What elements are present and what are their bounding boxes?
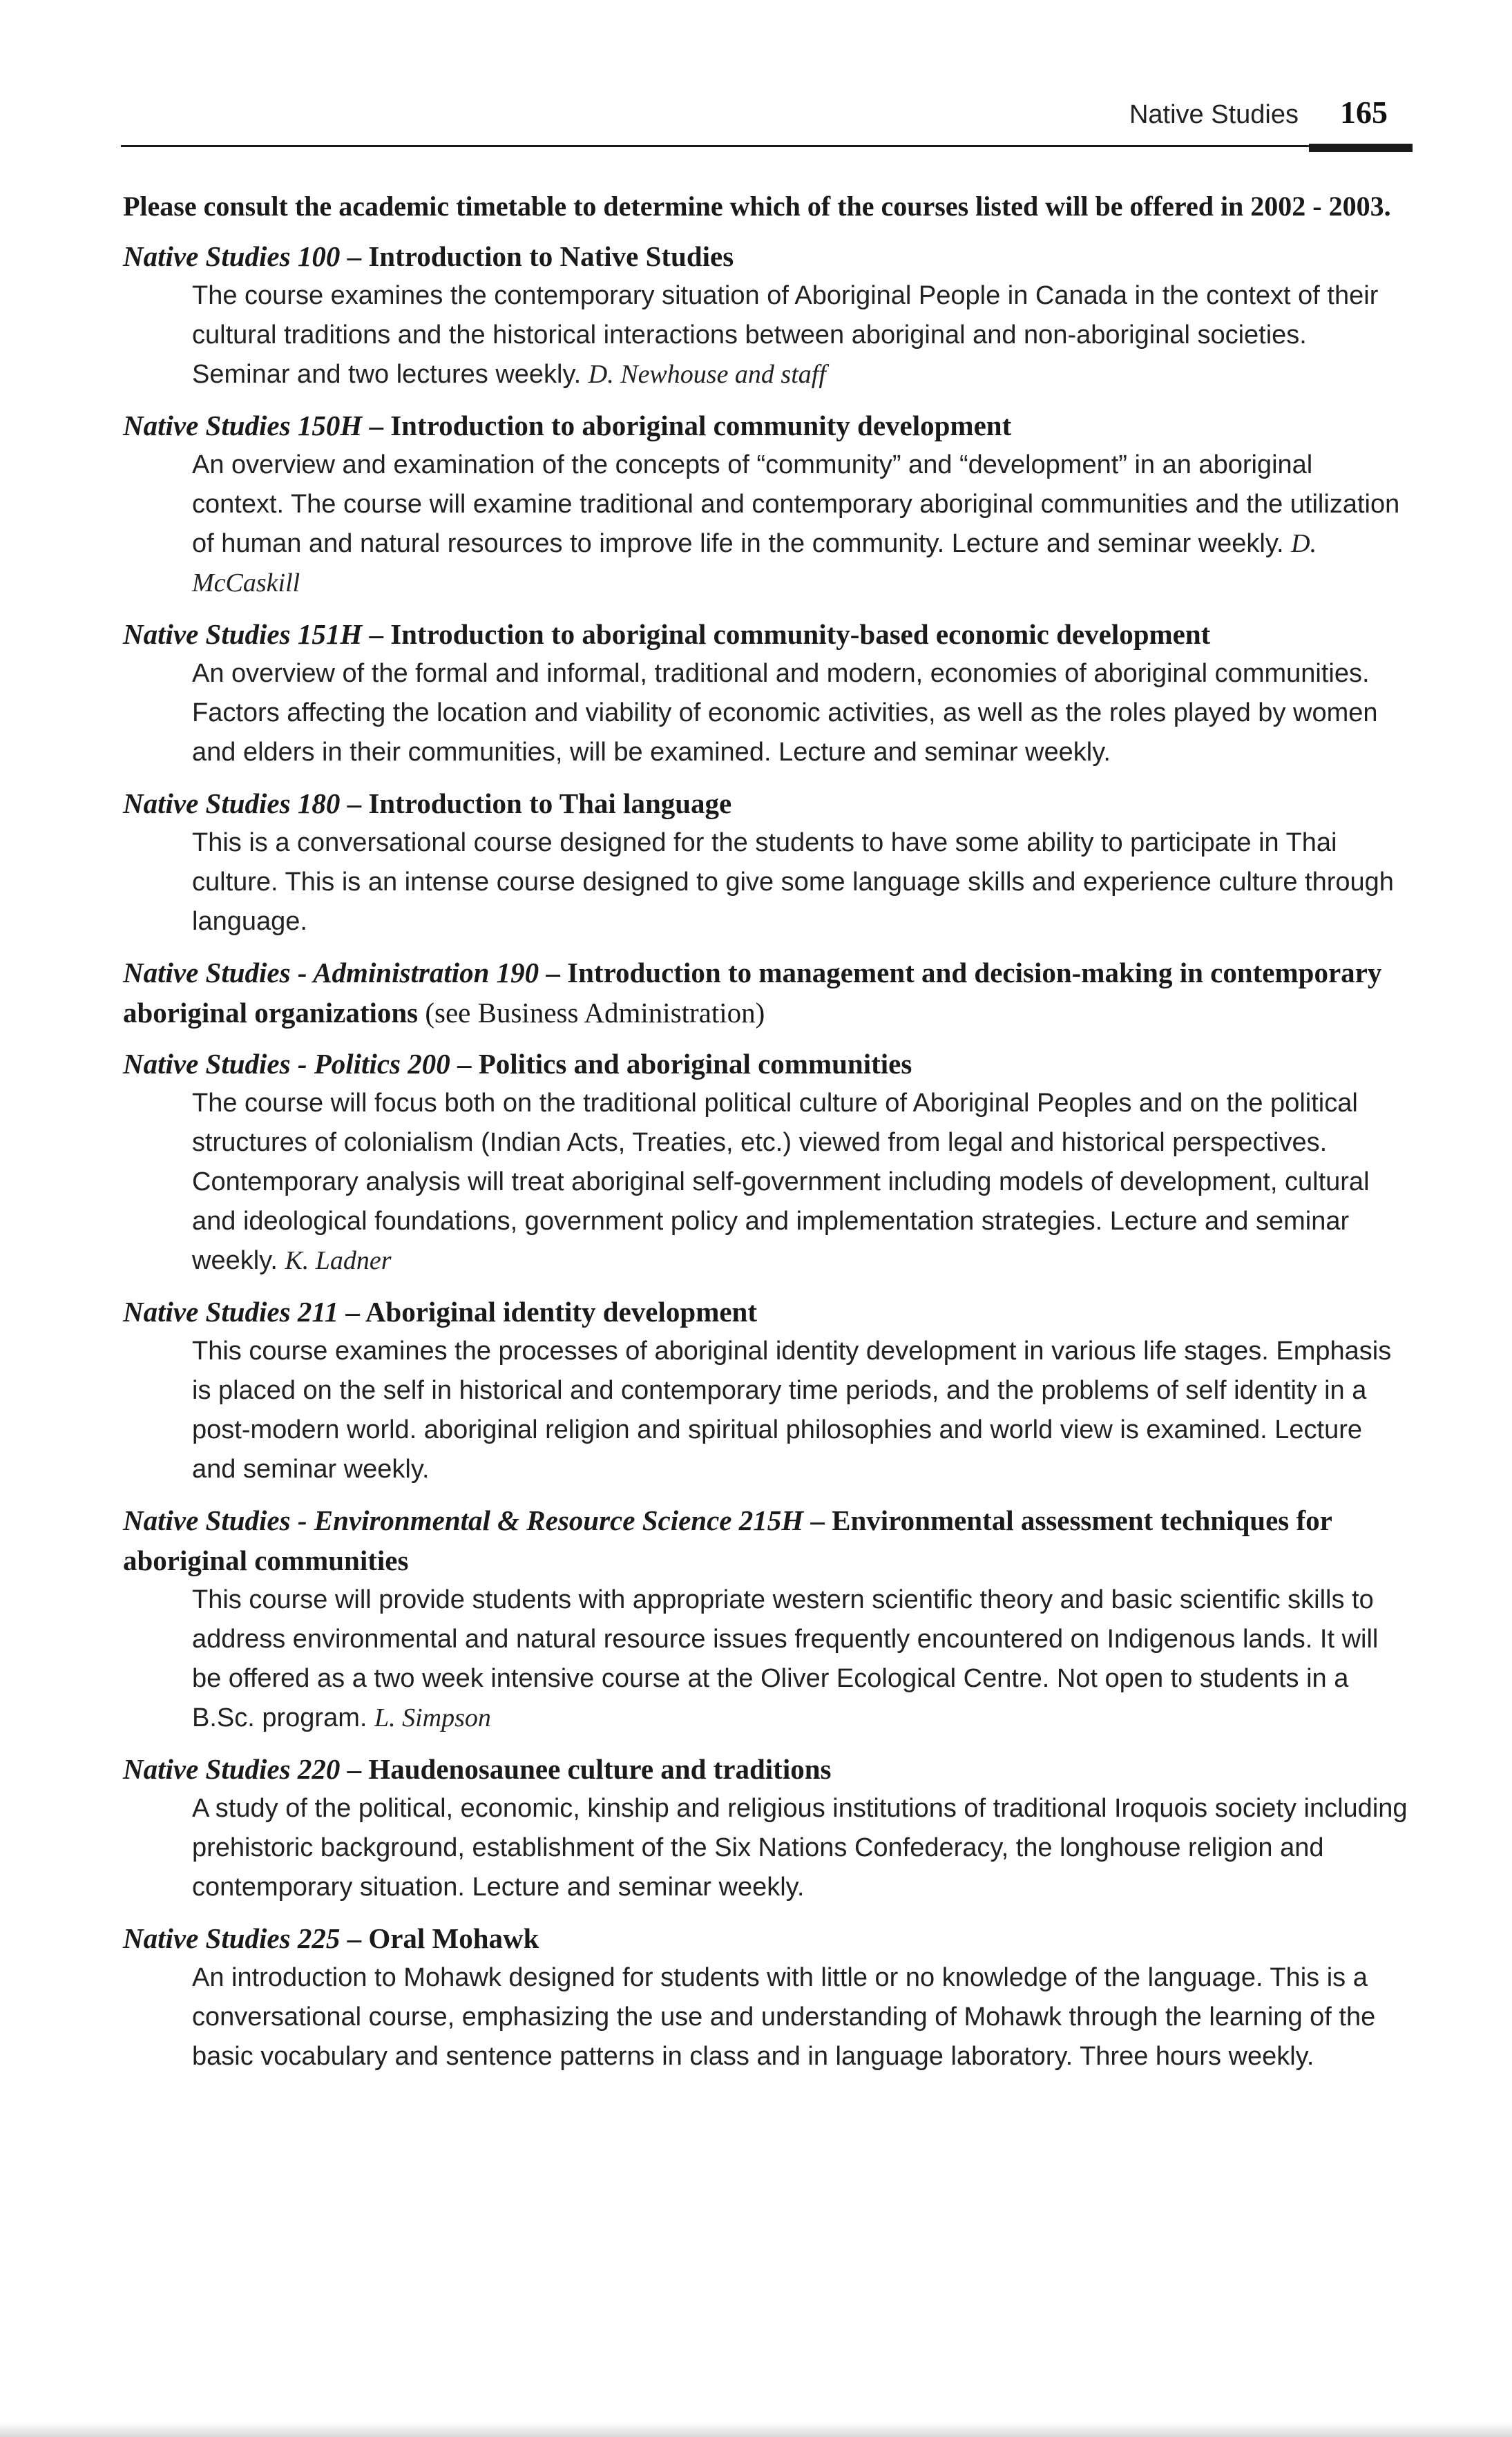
course-description [192, 1580, 1408, 1738]
course-description-text: An overview of the formal and informal, traditional and modern, economies of aboriginal communities. Factors affecting the location and viability of economic activities, as well as the roles played by women and elders in their communities, will be examined. Lecture and seminar weekly. [192, 659, 1378, 767]
course-description [192, 1332, 1408, 1489]
course-code: Native Studies 220 [123, 1753, 341, 1785]
course-description [192, 1084, 1408, 1281]
course-heading [123, 1044, 1408, 1084]
page-number: 165 [1340, 95, 1388, 130]
scan-edge-shadow [0, 2422, 1512, 2437]
header-rule-tab [1309, 144, 1413, 152]
course-entry [123, 1044, 1408, 1281]
course-code: Native Studies 211 [123, 1296, 339, 1328]
course-instructor: D. McCaskill [192, 529, 1317, 598]
heading-separator: – [362, 618, 391, 650]
course-description [192, 654, 1408, 772]
course-description-text: This course will provide students with appropriate western scientific theory and basic scientific skills to address environmental and natural resource issues frequently encountered on Indigenous lands. It will be offered as a two week intensive course at the Oliver Ecological Centre. Not open to students in a B.Sc. program. [192, 1585, 1379, 1732]
heading-separator: – [803, 1504, 832, 1536]
course-description [192, 276, 1408, 394]
course-entry [123, 1749, 1408, 1907]
heading-separator: – [340, 1922, 369, 1954]
course-title: Introduction to aboriginal community-based economic development [390, 618, 1211, 650]
course-description-text: A study of the political, economic, kinship and religious institutions of traditional Iroquois society including prehistoric background, establishment of the Six Nations Confederacy, the longhouse religion and contemporary situation. Lecture and seminar weekly. [192, 1794, 1408, 1902]
course-code: Native Studies 180 [123, 787, 341, 819]
course-description-text: This is a conversational course designed for the students to have some ability to participate in Thai culture. This is an intense course designed to give some language skills and experience culture through language. [192, 828, 1394, 936]
course-code: Native Studies 150H [123, 410, 363, 441]
course-code: Native Studies - Politics 200 [123, 1048, 450, 1080]
course-instructor: K. Ladner [285, 1246, 392, 1275]
course-instructor: D. Newhouse and staff [588, 360, 826, 389]
course-heading [123, 405, 1408, 446]
course-heading [123, 1292, 1408, 1332]
course-description-text: An overview and examination of the concepts of “community” and “development” in an aboriginal context. The course will examine traditional and contemporary aboriginal communities and the utilization of human and natural resources to improve life in the community. Lecture and seminar weekly. [192, 450, 1400, 558]
course-code: Native Studies - Environmental & Resource Science 215H [123, 1504, 804, 1536]
course-code: Native Studies 151H [123, 618, 363, 650]
course-note: (see Business Administration) [425, 997, 765, 1029]
course-code: Native Studies 100 [123, 240, 341, 272]
heading-separator: – [338, 1296, 365, 1328]
course-code: Native Studies 225 [123, 1922, 341, 1954]
heading-separator: – [450, 1048, 479, 1080]
course-title: Aboriginal identity development [365, 1296, 758, 1328]
course-title: Introduction to Thai language [368, 787, 732, 819]
course-title: Politics and aboriginal communities [478, 1048, 912, 1080]
course-title: Introduction to aboriginal community development [390, 410, 1012, 441]
course-entry [123, 614, 1408, 772]
course-description [192, 1789, 1408, 1907]
course-list [123, 236, 1408, 2076]
course-entry [123, 783, 1408, 942]
course-description [192, 1958, 1408, 2076]
course-entry [123, 953, 1408, 1033]
course-code: Native Studies - Administration 190 [123, 957, 539, 988]
heading-separator: – [340, 1753, 369, 1785]
course-description-text: This course examines the processes of aboriginal identity development in various life stages. Emphasis is placed on the self in historical and contemporary time periods, and the problems of self identity in a post-modern world. aboriginal religion and spiritual philosophies and world view is examined. Lecture and seminar weekly. [192, 1337, 1392, 1484]
course-title: Introduction to Native Studies [368, 240, 734, 272]
course-entry [123, 1918, 1408, 2076]
course-description-text: The course will focus both on the traditional political culture of Aboriginal Peoples and on the political structures of colonialism (Indian Acts, Treaties, etc.) viewed from legal and historical perspectives. Contemporary analysis will treat aboriginal self-government including models of development, cultural and ideological foundations, government policy and implementation strategies. Lecture and seminar weekly. [192, 1089, 1370, 1275]
course-instructor: L. Simpson [374, 1703, 491, 1732]
course-description-text: An introduction to Mohawk designed for students with little or no knowledge of the language. This is a conversational course, emphasizing the use and understanding of Mohawk through the learning of the basic vocabulary and sentence patterns in class and in language laboratory. Three hours weekly. [192, 1963, 1376, 2071]
course-heading [123, 783, 1408, 823]
course-entry [123, 1292, 1408, 1489]
course-heading [123, 1749, 1408, 1789]
running-header [1129, 94, 1388, 131]
course-heading [123, 1500, 1408, 1580]
course-entry [123, 236, 1408, 394]
heading-separator: – [539, 957, 568, 988]
course-heading [123, 614, 1408, 654]
heading-separator: – [340, 787, 369, 819]
course-title: Environmental assessment techniques for aboriginal communities [123, 1504, 1332, 1576]
header-section-title: Native Studies [1129, 100, 1299, 129]
heading-separator: – [362, 410, 391, 441]
header-rule [121, 145, 1413, 147]
heading-separator: – [340, 240, 369, 272]
course-entry [123, 1500, 1408, 1738]
course-heading [123, 953, 1408, 1033]
course-heading [123, 1918, 1408, 1958]
course-title: Oral Mohawk [368, 1922, 539, 1954]
course-description [192, 446, 1408, 603]
course-listing [123, 187, 1408, 2087]
course-title: Haudenosaunee culture and traditions [368, 1753, 832, 1785]
timetable-notice: Please consult the academic timetable to determine which of the courses listed will be offered in 2002 - 2003. [123, 191, 1391, 222]
course-description-text: The course examines the contemporary situation of Aboriginal People in Canada in the context of their cultural traditions and the historical interactions between aboriginal and non-aboriginal societies. Seminar and two lectures weekly. [192, 281, 1379, 389]
course-description [192, 823, 1408, 942]
course-entry [123, 405, 1408, 603]
course-title: Introduction to management and decision-making in contemporary aboriginal organizations [123, 957, 1382, 1029]
course-heading [123, 236, 1408, 276]
